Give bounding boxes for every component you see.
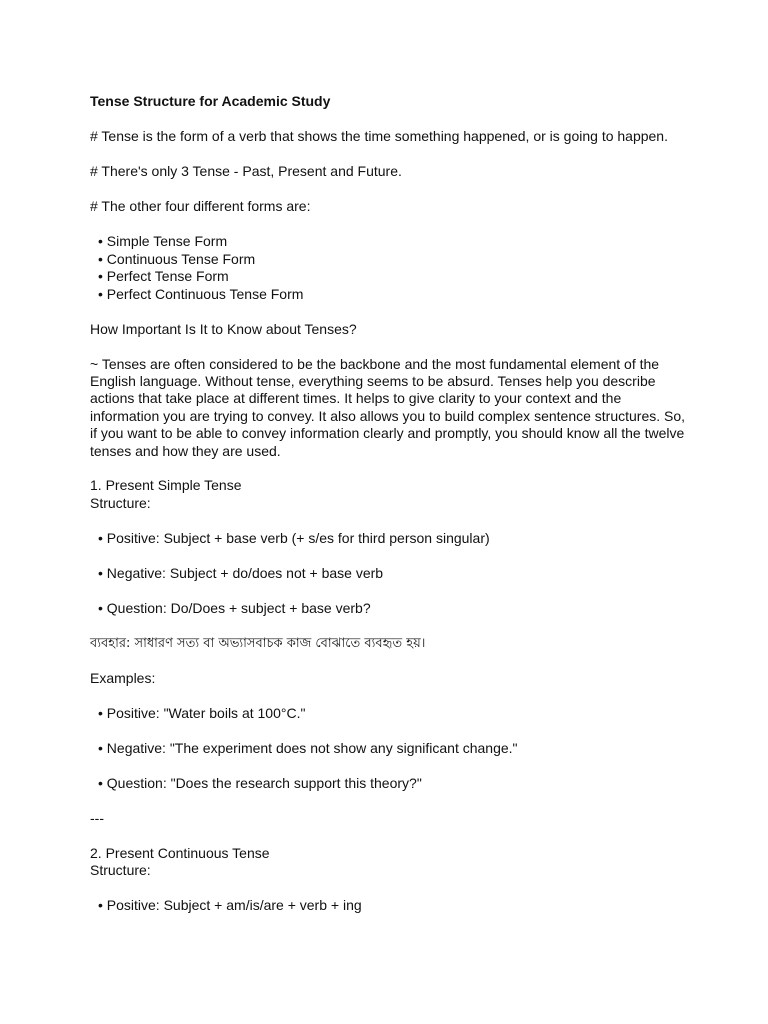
section1-example-positive: • Positive: "Water boils at 100°C." <box>98 704 306 721</box>
section1-structure-label: Structure: <box>90 494 151 511</box>
section1-examples-label: Examples: <box>90 669 156 686</box>
section1-question: • Question: Do/Does + subject + base verb? <box>98 599 371 616</box>
importance-heading: How Important Is It to Know about Tenses? <box>90 320 357 337</box>
section2-positive: • Positive: Subject + am/is/are + verb + ing <box>98 897 362 914</box>
document-body <box>90 93 690 915</box>
form-list-item: • Continuous Tense Form <box>98 250 256 267</box>
form-list-item: • Simple Tense Form <box>98 233 228 249</box>
form-list-item: • Perfect Tense Form <box>98 268 229 284</box>
document-title: Tense Structure for Academic Study <box>90 93 331 109</box>
section2-structure-label: Structure: <box>90 862 151 879</box>
section-separator: --- <box>90 809 104 826</box>
section1-example-negative: • Negative: "The experiment does not show any significant change." <box>98 739 518 756</box>
intro-other-forms: # The other four different forms are: <box>90 198 311 214</box>
section2-heading: 2. Present Continuous Tense <box>90 844 270 861</box>
section1-usage-bengali: ব্যবহার: সাধারণ সত্য বা অভ্যাসবাচক কাজ বোঝাতে ব্যবহৃত হয়। <box>90 635 426 651</box>
form-list-item: • Perfect Continuous Tense Form <box>98 285 304 302</box>
importance-paragraph: ~ Tenses are often considered to be the backbone and the most fundamental element of the English language. Without tense, everything seems to be absurd. Tenses help you describe actions that take place at different times. It helps to give clarity to your context and the information you are trying to convey. It also allows you to build complex sentence structures. So, if you want to be able to convey information clearly and promptly, you should know all the twelve tenses and how they are used. <box>90 355 686 459</box>
section1-heading: 1. Present Simple Tense <box>90 477 242 494</box>
section1-negative: • Negative: Subject + do/does not + base verb <box>98 564 384 581</box>
section1-example-question: • Question: "Does the research support this theory?" <box>98 774 422 791</box>
intro-definition: # Tense is the form of a verb that shows the time something happened, or is going to happen. <box>90 128 668 144</box>
section1-positive: • Positive: Subject + base verb (+ s/es for third person singular) <box>98 529 490 546</box>
intro-three-tenses: # There's only 3 Tense - Past, Present and Future. <box>90 163 402 179</box>
